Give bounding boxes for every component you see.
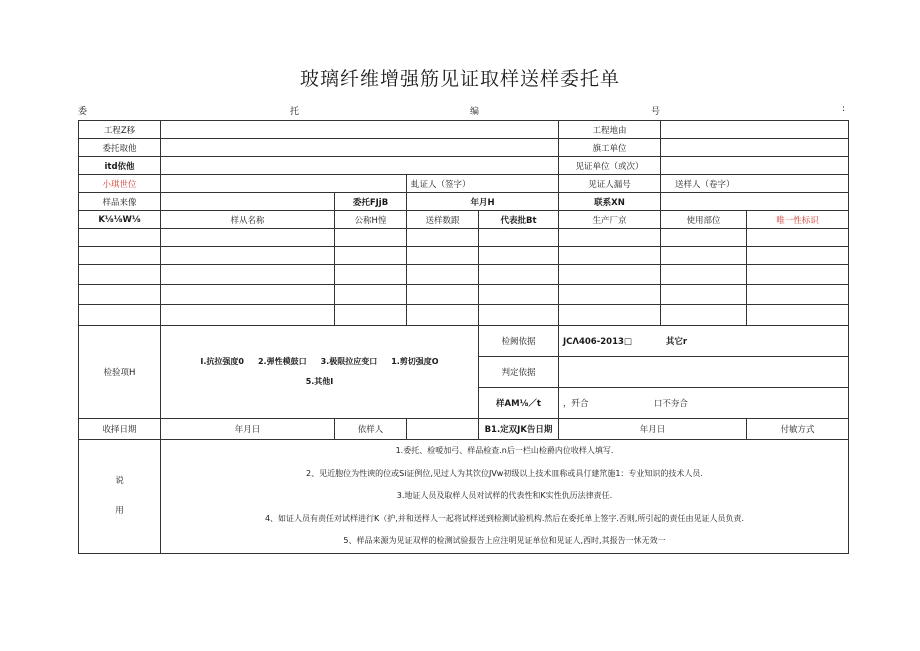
note-1: 1.委托、检嗳加弓、样品检查.n后一栏山检爵内位收样人填写.: [395, 446, 614, 455]
qualified-option[interactable]: ，歼合: [563, 399, 589, 409]
receiver-field[interactable]: [407, 419, 479, 440]
test-items-box: [161, 326, 479, 419]
client-unit-label: 委托取他: [79, 139, 161, 157]
test-items-label: 检验项H: [79, 326, 161, 419]
witness-no-label: 见证人漏号: [559, 175, 661, 193]
construction-unit-label: 旗工单位: [559, 139, 661, 157]
client-person-label: 委托FJjB: [335, 193, 407, 211]
note-5: 5、样品来源为见证双样的检测试验报告上应注明见证单位和见证人,西时,其报告一怵无效一: [343, 536, 666, 546]
supervisor-unit-field[interactable]: [161, 157, 559, 175]
judge-label: 判定依据: [479, 357, 559, 388]
commission-char-1: 委: [78, 107, 88, 117]
commission-colon: :: [842, 104, 846, 114]
basis-other[interactable]: 其它r: [665, 337, 688, 347]
basis-label: 检阙依据: [479, 326, 559, 357]
col-header-4: 代表批Bt: [479, 211, 559, 229]
table-row[interactable]: [79, 285, 849, 305]
report-date-value[interactable]: 年月日: [559, 419, 747, 440]
receipt-date-value[interactable]: 年月日: [161, 419, 335, 440]
sample-source-label: 样品来像: [79, 193, 161, 211]
col-header-2: 公称H惶: [335, 211, 407, 229]
note-3: 3.地证人员及取样人员对试样的代表性和K实性仇历法律责任.: [396, 491, 613, 501]
commission-char-4: 号: [651, 107, 661, 117]
notes-label-2: 用: [115, 506, 124, 517]
col-header-5: 生产厂京: [559, 211, 661, 229]
project-name-label: 工程Z移: [79, 121, 161, 139]
commission-number-row: [78, 104, 848, 118]
sampler-label: 小琪世位: [79, 175, 161, 193]
receiver-label: 依样人: [335, 419, 407, 440]
witness-unit-label: 见证单位（或次）: [559, 157, 661, 175]
col-header-0: K⅛⅛W⅛: [79, 211, 161, 229]
col-header-1: 样从名称: [161, 211, 335, 229]
test-item-2[interactable]: 2.弹性模鼓口: [257, 357, 307, 366]
receipt-date-label: 收择日期: [79, 419, 161, 440]
judge-field[interactable]: [559, 357, 849, 388]
col-header-6: 使用部位: [661, 211, 747, 229]
col-header-7: 唯一性标识: [747, 211, 849, 229]
supervisor-unit-label: itd依他: [79, 157, 161, 175]
report-date-label: B1.定双JK告日期: [479, 419, 559, 440]
basis-standard[interactable]: JCΛ406-2013□: [563, 337, 632, 347]
sample-source-field[interactable]: [161, 193, 335, 211]
sample-result-options: [559, 388, 849, 419]
contact-label: 联系XN: [559, 193, 661, 211]
notes-label-1: 说: [115, 476, 124, 487]
test-item-1[interactable]: I.抗拉强度0: [200, 357, 244, 366]
unqualified-option[interactable]: 口不夯合: [653, 399, 688, 409]
contact-field[interactable]: [661, 193, 849, 211]
commission-form-table: [78, 120, 849, 554]
witness-sign-label: 虬证人（签字）: [407, 175, 559, 193]
sender-sign-label: 送样人（卷字）: [661, 175, 849, 193]
table-row[interactable]: [79, 247, 849, 265]
commission-char-2: 托: [290, 107, 300, 117]
page-title: 玻璃纤维增强筋见证取样送样委托单: [299, 68, 620, 90]
note-4: 4、如证人员有责任对试样进行K（护,并和送样人一起将试样送到检测试验机构.然后在委托单上签字.否则,所引起的责任由见证人员负责.: [264, 513, 745, 523]
date-label: 年月H: [407, 193, 559, 211]
notes-content: [161, 440, 849, 554]
construction-unit-field[interactable]: [661, 139, 849, 157]
witness-unit-field[interactable]: [661, 157, 849, 175]
sample-result-label: 样AM⅛／t: [479, 388, 559, 419]
sampler-field[interactable]: [161, 175, 407, 193]
project-location-label: 工程地由: [559, 121, 661, 139]
test-item-4[interactable]: 1.剪切强度O: [391, 357, 439, 366]
notes-label: [79, 440, 161, 554]
table-row[interactable]: [79, 305, 849, 326]
project-name-field[interactable]: [161, 121, 559, 139]
col-header-3: 送样数跟: [407, 211, 479, 229]
project-location-field[interactable]: [661, 121, 849, 139]
note-2: 2、见近胞位为性谀的位或Si证例位,见过人为其饮位JVw初级以上技术皿称或具仃建笊施1：专业知识的技术人员.: [306, 468, 703, 478]
table-row[interactable]: [79, 265, 849, 285]
table-row[interactable]: [79, 229, 849, 247]
commission-char-3: 编: [470, 107, 480, 117]
test-item-5[interactable]: 5.其他I: [305, 377, 334, 386]
basis-value: [559, 326, 849, 357]
test-item-3[interactable]: 3.极限拉应变口: [320, 357, 378, 366]
client-unit-field[interactable]: [161, 139, 559, 157]
payment-label: 付敏方式: [747, 419, 849, 440]
